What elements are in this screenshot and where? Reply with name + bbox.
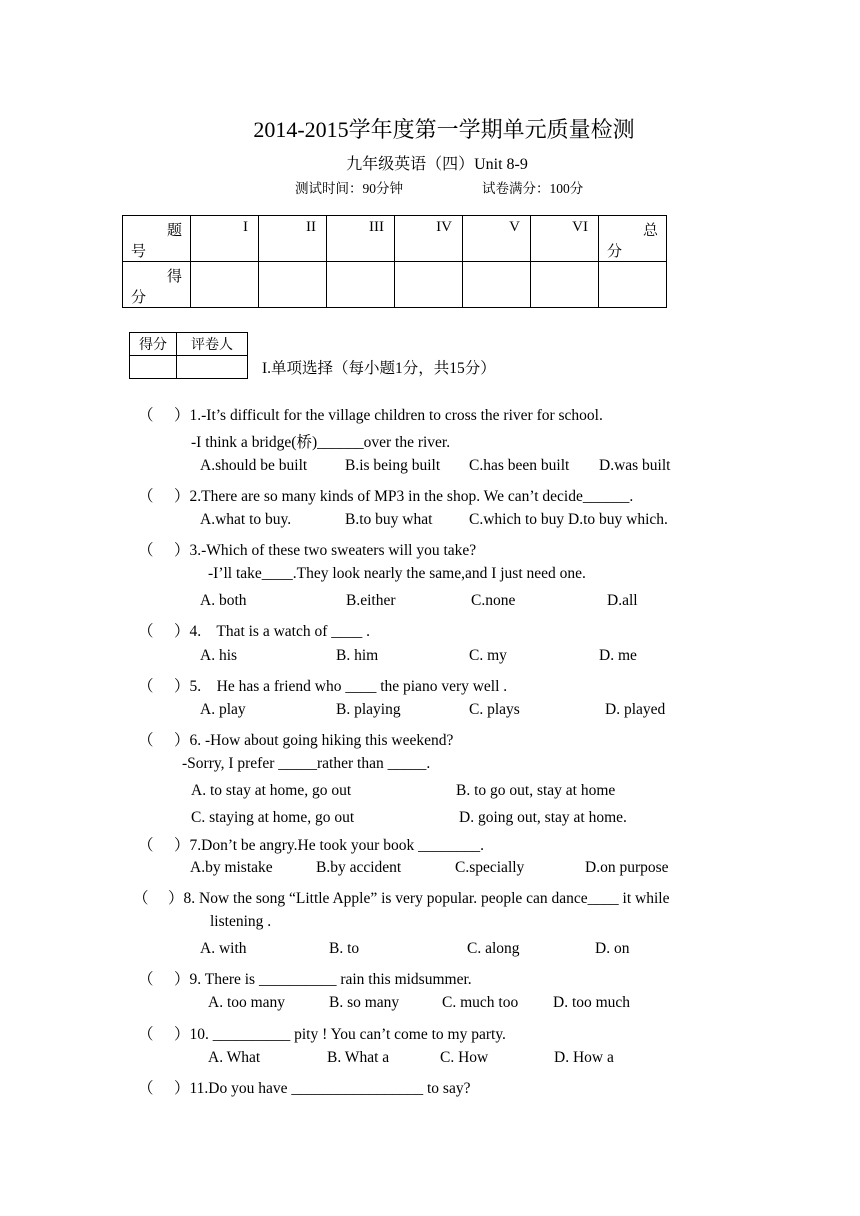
answer-paren[interactable]: （ — [138, 1026, 154, 1043]
score-cell[interactable] — [259, 262, 327, 308]
question-3-option-a[interactable]: A. both — [200, 592, 247, 609]
header-cell-2: II — [259, 216, 327, 262]
question-6-option-d[interactable]: D. going out, stay at home. — [459, 809, 627, 826]
question-4-option-c[interactable]: C. my — [469, 647, 507, 664]
question-2-option-b[interactable]: B.to buy what — [345, 511, 433, 528]
question-10-option-a[interactable]: A. What — [208, 1049, 261, 1066]
question-9-option-c[interactable]: C. much too — [442, 994, 519, 1011]
question-4-option-d[interactable]: D. me — [599, 647, 637, 664]
question-8-stem: ）8. Now the song “Little Apple” is very popular. people can dance____ it while — [168, 890, 670, 907]
question-11-stem: ）11.Do you have _________________ to say? — [174, 1080, 471, 1097]
answer-paren[interactable]: （ — [138, 971, 154, 988]
question-7-option-b[interactable]: B.by accident — [316, 859, 402, 876]
page-subtitle: 九年级英语（四）Unit 8-9 — [346, 156, 528, 173]
score-cell[interactable] — [191, 262, 259, 308]
question-8-option-b[interactable]: B. to — [329, 940, 360, 957]
question-2-stem: ）2.There are so many kinds of MP3 in the shop. We can’t decide______. — [174, 488, 634, 505]
question-9-option-a[interactable]: A. too many — [208, 994, 286, 1011]
question-1-option-c[interactable]: C.has been built — [469, 457, 570, 474]
header-cell-3: III — [327, 216, 395, 262]
question-5-option-d[interactable]: D. played — [605, 701, 666, 718]
question-7-option-a[interactable]: A.by mistake — [190, 859, 273, 876]
answer-paren[interactable]: （ — [138, 1080, 154, 1097]
full-score: 试卷满分：100分 — [482, 181, 584, 196]
question-4-option-b[interactable]: B. him — [336, 647, 379, 664]
total-text-b: 分 — [607, 244, 623, 260]
question-6-option-b[interactable]: B. to go out, stay at home — [456, 782, 616, 799]
question-7-option-c[interactable]: C.specially — [455, 859, 525, 876]
score-table — [122, 215, 667, 308]
score-cell-total[interactable] — [599, 262, 667, 308]
score-table-header-row — [123, 216, 667, 262]
question-7-option-d[interactable]: D.on purpose — [585, 859, 669, 876]
question-1-option-b[interactable]: B.is being built — [345, 457, 441, 474]
total-text-a: 总 — [642, 223, 658, 239]
question-10-option-c[interactable]: C. How — [440, 1049, 489, 1066]
question-2-option-a[interactable]: A.what to buy. — [200, 511, 292, 528]
section-title: I.单项选择（每小题1分，共15分） — [262, 360, 496, 377]
question-3-stem-2: -I’ll take____.They look nearly the same,and I just need one. — [208, 565, 586, 582]
grader-score-label: 得分 — [130, 333, 177, 356]
answer-paren[interactable]: （ — [138, 623, 154, 640]
header-cell-text-b: 号 — [131, 244, 147, 260]
question-1-option-a[interactable]: A.should be built — [200, 457, 308, 474]
question-9-option-b[interactable]: B. so many — [329, 994, 400, 1011]
question-9-option-d[interactable]: D. too much — [553, 994, 631, 1011]
question-1-stem-2: -I think a bridge(桥)______over the river. — [191, 434, 451, 451]
answer-paren[interactable]: （ — [133, 890, 149, 907]
question-6-stem-2: -Sorry, I prefer _____rather than _____. — [182, 755, 431, 772]
question-3-option-b[interactable]: B.either — [346, 592, 396, 609]
question-1-option-d[interactable]: D.was built — [599, 457, 671, 474]
score-table-score-row — [123, 262, 667, 308]
question-4-stem: ）4. That is a watch of ____ . — [174, 623, 371, 640]
question-5-stem: ）5. He has a friend who ____ the piano very well . — [174, 678, 508, 695]
question-7-stem: ）7.Don’t be angry.He took your book ________. — [174, 837, 484, 854]
question-6-option-c[interactable]: C. staying at home, go out — [191, 809, 355, 826]
question-8-option-a[interactable]: A. with — [200, 940, 247, 957]
header-cell-4: IV — [395, 216, 463, 262]
question-10-option-d[interactable]: D. How a — [554, 1049, 614, 1066]
test-time: 测试时间：90分钟 — [295, 181, 403, 196]
grader-name-label: 评卷人 — [177, 333, 248, 356]
question-5-option-a[interactable]: A. play — [200, 701, 246, 718]
grader-table — [129, 332, 248, 379]
question-3-option-d[interactable]: D.all — [607, 592, 638, 609]
answer-paren[interactable]: （ — [138, 837, 154, 854]
score-row-label — [123, 262, 191, 308]
header-cell-5: V — [463, 216, 531, 262]
answer-paren[interactable]: （ — [138, 678, 154, 695]
score-cell[interactable] — [531, 262, 599, 308]
header-cell-6: VI — [531, 216, 599, 262]
header-cell-question-number — [123, 216, 191, 262]
grader-name-cell[interactable] — [177, 356, 248, 379]
question-1-stem: ）1.-It’s difficult for the village children to cross the river for school. — [174, 407, 603, 424]
question-9-stem: ）9. There is __________ rain this midsummer. — [174, 971, 472, 988]
score-row-text-a: 得 — [166, 269, 182, 285]
score-cell[interactable] — [463, 262, 531, 308]
score-cell[interactable] — [327, 262, 395, 308]
question-5-option-b[interactable]: B. playing — [336, 701, 401, 718]
question-2-option-cd[interactable]: C.which to buy D.to buy which. — [469, 511, 668, 528]
answer-paren[interactable]: （ — [138, 542, 154, 559]
header-cell-1: I — [191, 216, 259, 262]
question-10-stem: ）10. __________ pity ! You can’t come to my party. — [174, 1026, 506, 1043]
answer-paren[interactable]: （ — [138, 407, 154, 424]
question-10-option-b[interactable]: B. What a — [327, 1049, 390, 1066]
question-3-option-c[interactable]: C.none — [471, 592, 516, 609]
question-6-option-a[interactable]: A. to stay at home, go out — [191, 782, 352, 799]
question-8-option-d[interactable]: D. on — [595, 940, 630, 957]
question-5-option-c[interactable]: C. plays — [469, 701, 520, 718]
question-6-stem: ）6. -How about going hiking this weekend? — [174, 732, 454, 749]
score-row-text-b: 分 — [131, 290, 147, 306]
grader-score-cell[interactable] — [130, 356, 177, 379]
question-3-stem: ）3.-Which of these two sweaters will you take? — [174, 542, 477, 559]
header-cell-text-a: 题 — [166, 223, 182, 239]
question-4-option-a[interactable]: A. his — [200, 647, 238, 664]
answer-paren[interactable]: （ — [138, 488, 154, 505]
header-cell-total — [599, 216, 667, 262]
answer-paren[interactable]: （ — [138, 732, 154, 749]
question-8-option-c[interactable]: C. along — [467, 940, 520, 957]
question-8-stem-2: listening . — [210, 913, 272, 930]
page-title: 2014-2015学年度第一学期单元质量检测 — [253, 117, 635, 142]
score-cell[interactable] — [395, 262, 463, 308]
